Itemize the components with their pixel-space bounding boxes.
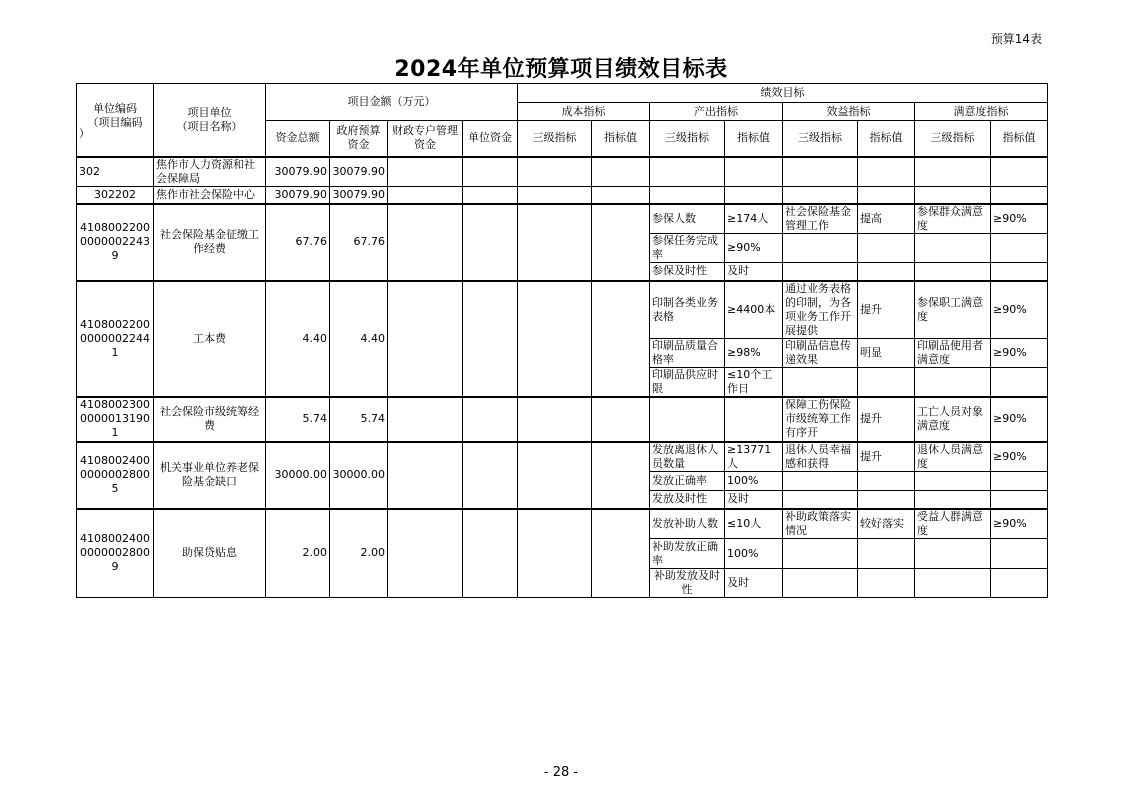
output-value: ≥98% — [725, 338, 783, 367]
satisfaction-indicator: 参保职工满意度 — [915, 281, 991, 339]
benefit-value: 提升 — [858, 397, 915, 442]
output-value: ≤10人 — [725, 509, 783, 539]
output-indicator: 发放离退休人员数量 — [652, 442, 718, 470]
performance-table — [76, 83, 1048, 598]
satisfaction-value: ≥90% — [991, 397, 1048, 442]
table-row — [77, 204, 1048, 234]
satisfaction-indicator: 印刷品使用者满意度 — [917, 338, 983, 366]
output-value: 及时 — [725, 263, 783, 281]
table-row — [77, 157, 1048, 187]
satisfaction-value: ≥90% — [991, 204, 1048, 234]
row-gov: 30079.90 — [330, 186, 388, 204]
row-total: 5.74 — [266, 397, 330, 442]
row-code: 41080024000000002800 5 — [77, 442, 154, 509]
header-cost-value: 指标值 — [592, 121, 650, 157]
row-code: 41080022000000002243 9 — [77, 204, 154, 281]
page-number: - 28 - — [543, 765, 579, 780]
row-code: 41080022000000002244 1 — [77, 281, 154, 397]
output-indicator: 印制各类业务表格 — [650, 281, 725, 339]
row-total: 30079.90 — [266, 157, 330, 187]
output-value: 100% — [725, 472, 783, 491]
output-value: 及时 — [725, 491, 783, 509]
header-amount: 项目金额（万元） — [266, 84, 518, 121]
output-value: ≥90% — [725, 234, 783, 263]
row-code: 41080024000000002800 9 — [77, 509, 154, 598]
row-name: 工本费 — [154, 281, 266, 397]
row-code: 41080023000000013190 1 — [80, 398, 150, 439]
satisfaction-indicator: 工亡人员对象满意度 — [915, 397, 991, 442]
output-indicator: 印刷品供应时限 — [652, 367, 718, 395]
row-code: 302 — [77, 157, 154, 187]
output-indicator: 参保及时性 — [650, 263, 725, 281]
benefit-indicator: 补助政策落实情况 — [785, 509, 851, 537]
output-value: ≤10个工作日 — [727, 367, 773, 395]
header-benefit-value: 指标值 — [858, 121, 915, 157]
output-indicator: 补助发放正确率 — [652, 539, 718, 567]
row-total: 2.00 — [266, 509, 330, 598]
satisfaction-value: ≥90% — [991, 281, 1048, 339]
row-name: 社会保险基金征缴工作经费 — [154, 204, 266, 281]
header-unit-code: 单位编码 （项目编码 ） — [77, 84, 154, 157]
output-value: ≥13771人 — [727, 442, 772, 470]
document-title: 2024年单位预算项目绩效目标表 — [394, 57, 728, 82]
header-output-level3: 三级指标 — [650, 121, 725, 157]
header-perf-goal: 绩效目标 — [518, 84, 1048, 103]
table-row — [77, 397, 1048, 442]
header-satisfaction-value: 指标值 — [991, 121, 1048, 157]
row-gov: 5.74 — [330, 397, 388, 442]
satisfaction-value: ≥90% — [991, 338, 1048, 367]
table-row — [77, 281, 1048, 339]
header-output-value: 指标值 — [725, 121, 783, 157]
row-total: 4.40 — [266, 281, 330, 397]
benefit-value: 提升 — [858, 442, 915, 472]
row-name: 焦作市人力资源和社会保障局 — [154, 157, 266, 187]
benefit-value: 提升 — [858, 281, 915, 339]
output-indicator: 发放正确率 — [650, 472, 725, 491]
benefit-value: 提高 — [858, 204, 915, 234]
header-unit-name: 项目单位 （项目名称） — [154, 84, 266, 157]
row-gov: 30079.90 — [330, 157, 388, 187]
row-gov: 2.00 — [330, 509, 388, 598]
output-value: 100% — [725, 539, 783, 569]
output-value: ≥4400本 — [725, 281, 783, 339]
satisfaction-indicator: 参保群众满意度 — [915, 204, 991, 234]
header-cost: 成本指标 — [518, 103, 650, 121]
header-cost-level3: 三级指标 — [518, 121, 592, 157]
benefit-value: 较好落实 — [858, 509, 915, 539]
row-name: 社会保险市级统筹经费 — [154, 397, 266, 442]
table-row — [77, 509, 1048, 539]
satisfaction-indicator: 受益人群满意度 — [917, 509, 983, 537]
header-unit-funds: 单位资金 — [463, 121, 518, 157]
table-tag: 预算14表 — [990, 32, 1042, 46]
header-total-funds: 资金总额 — [266, 121, 330, 157]
benefit-indicator: 退休人员幸福感和获得 — [785, 442, 851, 470]
row-name: 助保贷贴息 — [154, 509, 266, 598]
row-name: 焦作市社会保险中心 — [154, 186, 266, 204]
row-total: 30079.90 — [266, 186, 330, 204]
header-benefit: 效益指标 — [783, 103, 915, 121]
output-indicator: 参保人数 — [650, 204, 725, 234]
table-row — [77, 186, 1048, 204]
output-indicator: 印刷品质量合格率 — [652, 338, 718, 366]
satisfaction-indicator: 退休人员满意度 — [917, 442, 983, 470]
benefit-value: 明显 — [858, 338, 915, 367]
row-total: 30000.00 — [266, 442, 330, 509]
header-satisfaction: 满意度指标 — [915, 103, 1048, 121]
output-indicator: 补助发放及时性 — [654, 569, 720, 596]
satisfaction-value: ≥90% — [991, 442, 1048, 472]
benefit-indicator: 社会保险基金管理工作 — [785, 205, 851, 232]
row-code: 302202 — [77, 186, 154, 204]
output-value: ≥174人 — [725, 204, 783, 234]
row-name: 机关事业单位养老保险基金缺口 — [154, 442, 266, 509]
header-output: 产出指标 — [650, 103, 783, 121]
output-indicator: 参保任务完成率 — [652, 234, 718, 261]
output-indicator: 发放及时性 — [650, 491, 725, 509]
table-row — [77, 442, 1048, 472]
header-gov-funds: 政府预算资金 — [330, 121, 388, 157]
row-gov: 67.76 — [330, 204, 388, 281]
output-indicator: 发放补助人数 — [652, 516, 718, 530]
benefit-indicator: 印刷品信息传递效果 — [785, 338, 851, 366]
benefit-indicator: 通过业务表格的印制，为各项业务工作开展提供 — [785, 281, 851, 337]
row-gov: 4.40 — [330, 281, 388, 397]
row-gov: 30000.00 — [330, 442, 388, 509]
satisfaction-value: ≥90% — [991, 509, 1048, 539]
row-total: 67.76 — [266, 204, 330, 281]
benefit-indicator: 保障工伤保险市级统筹工作有序开 — [785, 398, 851, 439]
header-satisfaction-level3: 三级指标 — [915, 121, 991, 157]
header-special-funds: 财政专户管理资金 — [388, 121, 463, 157]
header-benefit-level3: 三级指标 — [783, 121, 858, 157]
output-value: 及时 — [725, 569, 783, 598]
